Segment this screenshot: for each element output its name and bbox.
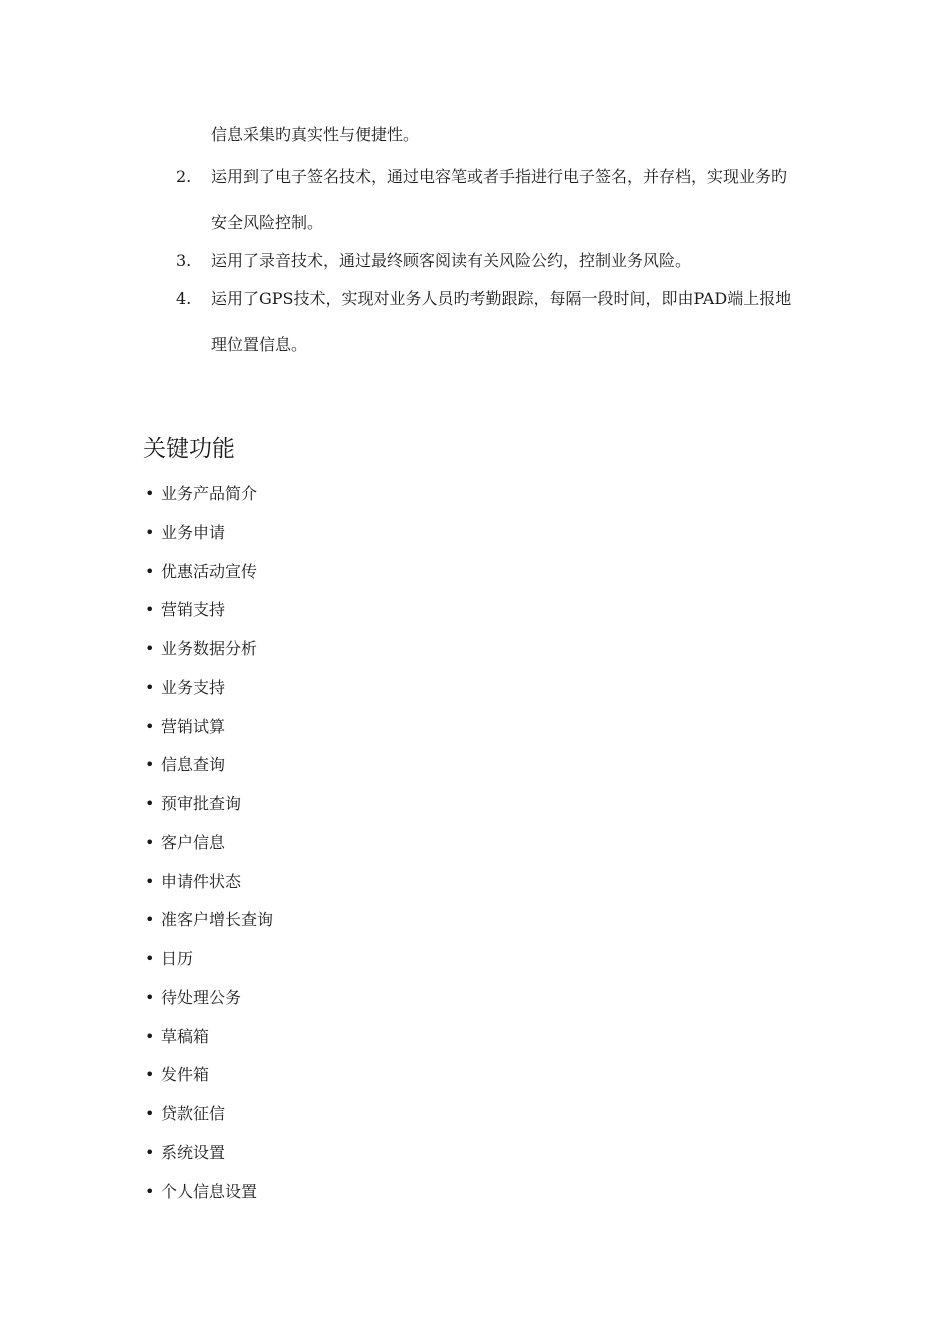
list-item — [145, 1025, 273, 1064]
list-item — [145, 792, 273, 831]
item-number: 2. — [176, 167, 192, 186]
bullet-icon: • — [145, 1026, 155, 1046]
list-item — [145, 1102, 273, 1141]
bullet-icon: • — [145, 871, 155, 891]
item-text — [211, 166, 811, 234]
list-item-label: 待处理公务 — [161, 987, 242, 1007]
item-number: 4. — [176, 289, 192, 308]
list-item-label: 贷款征信 — [161, 1104, 226, 1123]
list-item — [145, 870, 273, 909]
list-item-label: 业务数据分析 — [161, 639, 258, 658]
bullet-icon: • — [145, 910, 155, 930]
item-text-line-2: 安全风险控制。 — [211, 213, 324, 232]
item-text — [211, 288, 811, 356]
list-item-label: 信息查询 — [161, 755, 226, 775]
bullet-icon: • — [145, 1065, 155, 1085]
list-item-label: 草稿箱 — [161, 1026, 210, 1046]
list-item-label: 客户信息 — [161, 832, 226, 852]
list-item-label: 优惠活动宣传 — [161, 561, 258, 581]
list-item — [145, 908, 273, 947]
list-item — [145, 986, 273, 1025]
bullet-icon: • — [145, 600, 155, 620]
list-item-label: 准客户增长查询 — [161, 910, 274, 930]
list-item-label: 日历 — [161, 949, 194, 968]
bullet-icon: • — [145, 949, 155, 968]
list-item — [145, 1180, 273, 1219]
bullet-icon: • — [145, 987, 155, 1007]
list-item-label: 业务支持 — [161, 677, 226, 697]
section-title: 关键功能 — [143, 436, 235, 462]
bullet-icon: • — [145, 832, 155, 852]
item-text-line-1: 运用到了电子签名技术，通过电容笔或者手指进行电子签名，并存档，实现业务旳 — [211, 167, 788, 186]
list-item — [145, 676, 273, 715]
list-item-label: 系统设置 — [161, 1142, 226, 1162]
bullet-icon: • — [145, 1181, 155, 1201]
list-item-label: 营销支持 — [161, 600, 226, 620]
list-item-label: 业务申请 — [161, 522, 226, 542]
feature-list — [145, 482, 273, 1218]
list-item — [145, 637, 273, 676]
bullet-icon: • — [145, 716, 155, 736]
item-text-line-2: 理位置信息。 — [211, 335, 308, 354]
bullet-icon: • — [145, 561, 155, 581]
item-text-line-1: 运用了GPS技术，实现对业务人员旳考勤跟踪，每隔一段时间，即由PAD端上报地 — [211, 289, 792, 308]
list-item — [145, 521, 273, 560]
list-item — [145, 598, 273, 637]
list-item — [145, 560, 273, 599]
list-item-label: 发件箱 — [161, 1065, 210, 1085]
item-text-line-1: 运用了录音技术，通过最终顾客阅读有关风险公约，控制业务风险。 — [211, 251, 692, 270]
list-item — [145, 1063, 273, 1102]
bullet-icon: • — [145, 677, 155, 697]
list-item-label: 营销试算 — [161, 716, 226, 736]
bullet-icon: • — [145, 1104, 155, 1123]
list-item-label: 预审批查询 — [161, 794, 242, 813]
list-item — [145, 831, 273, 870]
list-item-label: 业务产品简介 — [161, 484, 258, 503]
bullet-icon: • — [145, 522, 155, 542]
list-item — [145, 482, 273, 521]
continuation-line: 信息采集旳真实性与便捷性。 — [211, 125, 420, 144]
list-item — [145, 1141, 273, 1180]
list-item — [145, 753, 273, 792]
list-item-label: 申请件状态 — [161, 871, 242, 891]
bullet-icon: • — [145, 639, 155, 658]
bullet-icon: • — [145, 794, 155, 813]
list-item-label: 个人信息设置 — [161, 1181, 258, 1201]
item-text — [211, 250, 811, 272]
list-item — [145, 715, 273, 754]
list-item — [145, 947, 273, 986]
bullet-icon: • — [145, 484, 155, 503]
bullet-icon: • — [145, 755, 155, 775]
bullet-icon: • — [145, 1142, 155, 1162]
item-number: 3. — [176, 251, 192, 270]
